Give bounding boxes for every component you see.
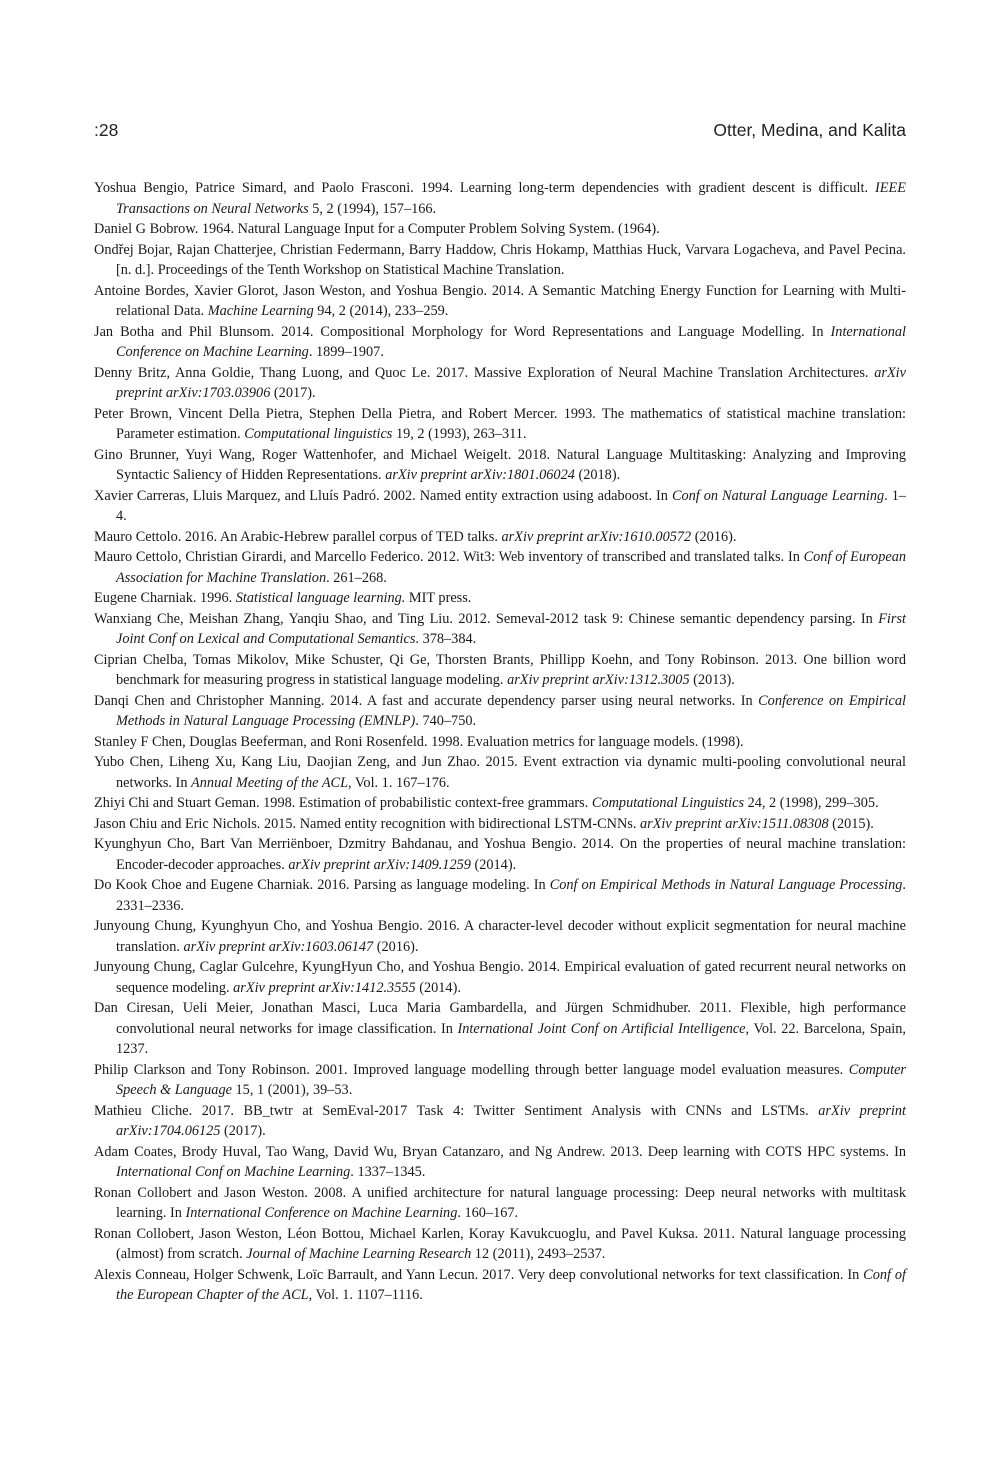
reference-entry [94,588,906,609]
reference-venue: Computer Speech & Language [116,1061,906,1098]
reference-venue: International Conference on Machine Learning [185,1205,458,1221]
reference-text: Wanxiang Che, Meishan Zhang, Yanqiu Shao, and Ting Liu. 2012. Semeval-2012 task 9: Chinese semantic dependency parsing. In [94,610,879,627]
reference-details: (2014). [415,979,461,996]
reference-entry [94,650,906,691]
reference-details: 15, 1 (2001), 39–53. [231,1082,353,1098]
reference-venue: First Joint Conf on Lexical and Computational Semantics [116,610,906,647]
reference-entry [94,1183,906,1224]
reference-text: Eugene Charniak. 1996. [94,590,236,606]
page-number: :28 [94,120,119,140]
reference-venue: arXiv preprint arXiv:1704.06125 [116,1102,906,1139]
reference-venue: Conf on Natural Language Learning [671,487,885,504]
reference-details: 19, 2 (1993), 263–311. [392,426,527,442]
reference-details: . 740–750. [415,713,477,729]
reference-text: Do Kook Choe and Eugene Charniak. 2016. Parsing as language modeling. In [94,877,550,893]
reference-entry [94,609,906,650]
reference-venue: arXiv preprint arXiv:1801.06024 [385,467,575,483]
reference-entry [94,547,906,588]
reference-venue: arXiv preprint arXiv:1409.1259 [288,856,471,873]
reference-text: Xavier Carreras, Lluis Marquez, and Lluís Padró. 2002. Named entity extraction using adaboost. In [94,487,672,504]
reference-venue: International Joint Conf on Artificial Intelligence [457,1020,746,1037]
reference-entry [94,363,906,404]
reference-venue: IEEE Transactions on Neural Networks [116,180,906,217]
reference-entry [94,732,906,753]
reference-entry [94,916,906,957]
reference-details: . 378–384. [415,631,477,647]
reference-entry [94,445,906,486]
reference-details: (2015). [828,815,874,832]
running-head: Otter, Medina, and Kalita [713,120,906,140]
reference-venue: arXiv preprint arXiv:1703.03906 [116,364,906,401]
reference-text: Junyoung Chung, Caglar Gulcehre, KyungHyun Cho, and Yoshua Bengio. 2014. Empirical evaluation of gated recurrent neural networks on sequence modeling. [94,959,906,996]
reference-text: Alexis Conneau, Holger Schwenk, Loïc Barrault, and Yann Lecun. 2017. Very deep convolutional networks for text classification. In [94,1266,864,1283]
reference-details: . 160–167. [457,1205,519,1221]
reference-venue: arXiv preprint arXiv:1511.08308 [639,815,829,832]
reference-details: (2016). [691,528,737,545]
reference-entry [94,322,906,363]
reference-details: , Vol. 1. 1107–1116. [308,1287,423,1303]
reference-text: Jason Chiu and Eric Nichols. 2015. Named entity recognition with bidirectional LSTM-CNNs. [94,815,640,832]
reference-venue: Computational Linguistics [591,795,745,811]
reference-venue: Annual Meeting of the ACL [191,774,349,791]
reference-details: (2017). [220,1123,266,1139]
reference-entry [94,219,906,240]
reference-venue: Computational linguistics [244,426,393,442]
reference-details: . 261–268. [326,569,387,586]
reference-text: Danqi Chen and Christopher Manning. 2014. A fast and accurate dependency parser using neural networks. In [94,692,759,709]
reference-details: . 2331–2336. [116,877,906,914]
reference-details: , Vol. 1. 167–176. [348,774,450,791]
reference-text: Antoine Bordes, Xavier Glorot, Jason Weston, and Yoshua Bengio. 2014. A Semantic Matching Energy Function for Learning with Multi-relational Data. [94,282,906,319]
reference-details: 5, 2 (1994), 157–166. [308,200,437,217]
reference-text: Stanley F Chen, Douglas Beeferman, and Roni Rosenfeld. 1998. Evaluation metrics for language models. (1998). [94,733,744,750]
reference-entry [94,834,906,875]
reference-text: Ondřej Bojar, Rajan Chatterjee, Christian Federmann, Barry Haddow, Chris Hokamp, Matthias Huck, Varvara Logacheva, and Pavel Pecina. [n. d.]. Proceedings of the Tenth Workshop on Statistical Machine Translation. [94,241,906,278]
reference-venue: Conf of the European Chapter of the ACL [116,1266,907,1303]
reference-details: . 1337–1345. [350,1164,426,1180]
reference-entry [94,752,906,793]
reference-text: Denny Britz, Anna Goldie, Thang Luong, and Quoc Le. 2017. Massive Exploration of Neural Machine Translation Architectures. [94,364,875,381]
reference-venue: arXiv preprint arXiv:1603.06147 [183,938,374,955]
reference-text: Philip Clarkson and Tony Robinson. 2001. Improved language modelling through better language model evaluation measures. [94,1061,849,1078]
reference-entry [94,178,906,219]
reference-venue: Conf of European Association for Machine Translation [116,549,906,586]
reference-venue: Journal of Machine Learning Research [246,1246,472,1262]
reference-text: Yubo Chen, Liheng Xu, Kang Liu, Daojian Zeng, and Jun Zhao. 2015. Event extraction via dynamic multi-pooling convolutional neural networks. In [94,754,906,791]
reference-text: Yoshua Bengio, Patrice Simard, and Paolo Frasconi. 1994. Learning long-term dependencies with gradient descent is difficult. [94,180,876,196]
reference-entry [94,1060,906,1101]
reference-entry [94,486,906,527]
reference-text: Mauro Cettolo, Christian Girardi, and Marcello Federico. 2012. Wit3: Web inventory of transcribed and translated talks. In [94,549,804,565]
reference-entry [94,527,906,548]
reference-list [94,178,906,1306]
reference-text: Gino Brunner, Yuyi Wang, Roger Wattenhofer, and Michael Weigelt. 2018. Natural Language Multitasking: Analyzing and Improving Syntactic Saliency of Hidden Representations. [94,446,906,483]
reference-text: Mauro Cettolo. 2016. An Arabic-Hebrew parallel corpus of TED talks. [94,528,502,545]
reference-text: Ciprian Chelba, Tomas Mikolov, Mike Schuster, Qi Ge, Thorsten Brants, Phillipp Koehn, and Tony Robinson. 2013. One billion word benchmark for measuring progress in statistical language modeling. [94,651,906,688]
reference-venue: Machine Learning [207,303,314,319]
reference-text: Ronan Collobert and Jason Weston. 2008. A unified architecture for natural language processing: Deep neural networks with multitask learning. In [94,1184,906,1221]
reference-entry [94,240,906,281]
reference-entry [94,1224,906,1265]
reference-entry [94,281,906,322]
reference-text: Ronan Collobert, Jason Weston, Léon Bottou, Michael Karlen, Koray Kavukcuoglu, and Pavel Kuksa. 2011. Natural language processing (almost) from scratch. [94,1225,906,1262]
page-header [94,120,906,144]
reference-details: (2013). [689,672,735,688]
reference-details: . 1–4. [116,487,906,524]
reference-entry [94,793,906,814]
reference-venue: Conference on Empirical Methods in Natural Language Processing (EMNLP) [116,692,906,729]
reference-venue: Conf on Empirical Methods in Natural Language Processing [549,877,903,893]
reference-entry [94,404,906,445]
reference-entry [94,1265,906,1306]
reference-text: Junyoung Chung, Kyunghyun Cho, and Yoshua Bengio. 2016. A character-level decoder without explicit segmentation for neural machine translation. [94,918,906,955]
reference-entry [94,691,906,732]
reference-details: . 1899–1907. [308,344,384,360]
reference-details: , Vol. 22. Barcelona, Spain, 1237. [116,1020,906,1057]
reference-venue: International Conference on Machine Learning [116,323,906,360]
reference-entry [94,814,906,835]
reference-text: Adam Coates, Brody Huval, Tao Wang, David Wu, Bryan Catanzaro, and Ng Andrew. 2013. Deep learning with COTS HPC systems. In [94,1143,906,1160]
reference-text: Dan Ciresan, Ueli Meier, Jonathan Masci, Luca Maria Gambardella, and Jürgen Schmidhuber. 2011. Flexible, high performance convolutional neural networks for image classification. In [94,1000,906,1037]
reference-details: MIT press. [405,590,472,606]
reference-details: (2018). [574,467,621,483]
reference-venue: arXiv preprint arXiv:1312.3005 [507,672,690,688]
reference-text: Daniel G Bobrow. 1964. Natural Language Input for a Computer Problem Solving System. (1964). [94,221,660,237]
reference-entry [94,1142,906,1183]
reference-text: Kyunghyun Cho, Bart Van Merriënboer, Dzmitry Bahdanau, and Yoshua Bengio. 2014. On the properties of neural machine translation: Encoder-decoder approaches. [94,836,906,873]
reference-venue: International Conf on Machine Learning [116,1164,351,1180]
reference-entry [94,1101,906,1142]
reference-details: 12 (2011), 2493–2537. [471,1246,606,1262]
reference-entry [94,998,906,1060]
reference-venue: Statistical language learning. [235,590,406,606]
reference-details: (2017). [270,385,316,401]
reference-text: Zhiyi Chi and Stuart Geman. 1998. Estimation of probabilistic context-free grammars. [94,795,592,811]
reference-entry [94,957,906,998]
reference-details: (2014). [470,856,517,873]
reference-text: Jan Botha and Phil Blunsom. 2014. Compositional Morphology for Word Representations and Language Modelling. In [94,323,831,340]
reference-details: (2016). [373,938,419,955]
reference-venue: arXiv preprint arXiv:1610.00572 [501,528,692,545]
reference-venue: arXiv preprint arXiv:1412.3555 [233,979,416,996]
reference-text: Mathieu Cliche. 2017. BB_twtr at SemEval-2017 Task 4: Twitter Sentiment Analysis with CNNs and LSTMs. [94,1102,819,1119]
reference-entry [94,875,906,916]
reference-details: 24, 2 (1998), 299–305. [744,795,879,811]
reference-text: Peter Brown, Vincent Della Pietra, Stephen Della Pietra, and Robert Mercer. 1993. The mathematics of statistical machine translation: Parameter estimation. [94,405,906,442]
reference-details: 94, 2 (2014), 233–259. [313,303,449,319]
